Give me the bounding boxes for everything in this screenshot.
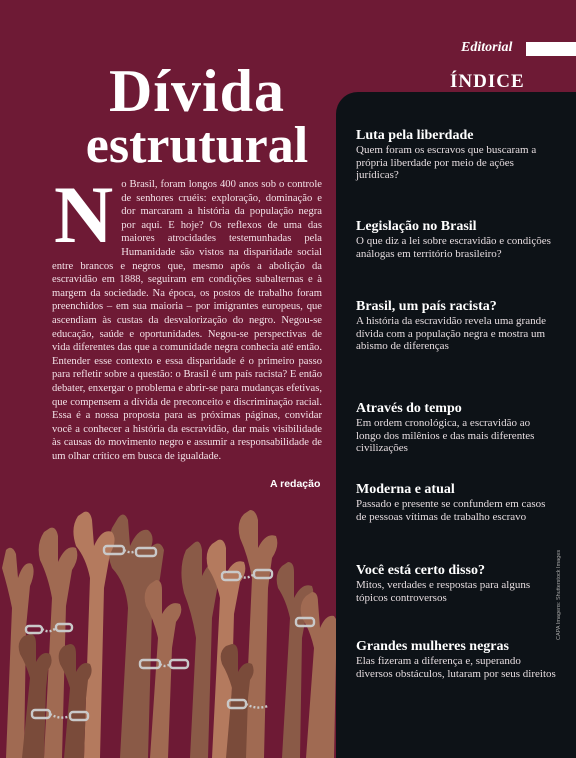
article-title — [52, 58, 342, 174]
index-entry-desc: Quem foram os escravos que buscaram a própria liberdade por meio de ações jurídicas? — [356, 144, 537, 182]
index-entry-desc: Mitos, verdades e respostas para alguns tópicos controversos — [356, 579, 531, 604]
index-entry-desc: O que diz a lei sobre escravidão e condições análogas em território brasileiro? — [356, 235, 551, 260]
article-signature: A redação — [270, 478, 321, 490]
index-title: ÍNDICE — [450, 71, 525, 92]
index-entry-title: Moderna e atual — [356, 482, 455, 497]
index-entry[interactable] — [356, 563, 556, 604]
index-entry-title: Grandes mulheres negras — [356, 639, 509, 654]
index-entry[interactable] — [356, 401, 556, 455]
index-entry-desc: A história da escravidão revela uma grande dívida com a população negra e mostra um abismo de diferenças — [356, 315, 546, 353]
index-entry[interactable] — [356, 482, 556, 523]
raised-arms-illustration — [0, 488, 340, 758]
image-credit: CAPA Imagens: Shutterstock Images — [556, 549, 562, 640]
index-entry[interactable] — [356, 128, 556, 182]
index-entry-title: Você está certo disso? — [356, 563, 485, 578]
section-label: Editorial — [461, 40, 513, 55]
article-body — [52, 169, 322, 463]
index-entry-title: Brasil, um país racista? — [356, 299, 497, 314]
index-entry-desc: Em ordem cronológica, a escravidão ao longo dos milênios e das mais diferentes civilizações — [356, 417, 535, 455]
index-entry-title: Luta pela liberdade — [356, 128, 474, 143]
arms-group — [2, 510, 338, 758]
index-entry[interactable] — [356, 299, 556, 353]
index-entry-title: Legislação no Brasil — [356, 219, 477, 234]
article-title-line2: estrutural — [85, 117, 309, 174]
index-entry[interactable] — [356, 219, 556, 260]
index-entry[interactable] — [356, 639, 556, 680]
article-title-line1: Dívida — [108, 58, 286, 124]
index-entry-desc: Elas fizeram a diferença e, superando diversos obstáculos, lutaram por seus direitos — [356, 655, 556, 680]
section-label-bar — [526, 42, 576, 56]
article-text: o Brasil, foram longos 400 anos sob o controle de senhores cruéis: exploração, dominação e dor marcaram a história da população negra por aqui. E hoje? Os reflexos de uma das maiores atrocidades testemunhadas pela Humanidade são vistos na disparidade social entre brancos e negros que, mesmo após a abolição da escravidão em 1888, seguiram em condições subalternas e à margem da sociedade. Na época, os postos de trabalho foram preenchidos – em sua maioria – por imigrantes europeus, que ascendiam às custas da desvalorização do negro. Negou-se educação, saúde e oportunidades. Negou-se perspectivas de vida diferentes das que a comunidade negra conhecia até então. Entender esse contexto e essa disparidade é o primeiro passo para refletir sobre a questão: o Brasil é um país racista? E então debater, enxergar o problema e abrir-se para mudanças efetivas, que compensem a dívida de preconceito e discriminação racial. Essa é a nossa proposta para as próximas páginas, convidar você a conhecer a história da escravidão, dar mais visibilidade às causas do movimento negro e assumir a responsabilidade de um olhar crítico em busca de igualdade. — [52, 179, 322, 462]
index-entry-desc: Passado e presente se confundem em casos de pessoas vítimas de trabalho escravo — [356, 498, 546, 523]
index-entry-title: Através do tempo — [356, 401, 462, 416]
drop-cap: N — [54, 169, 114, 260]
